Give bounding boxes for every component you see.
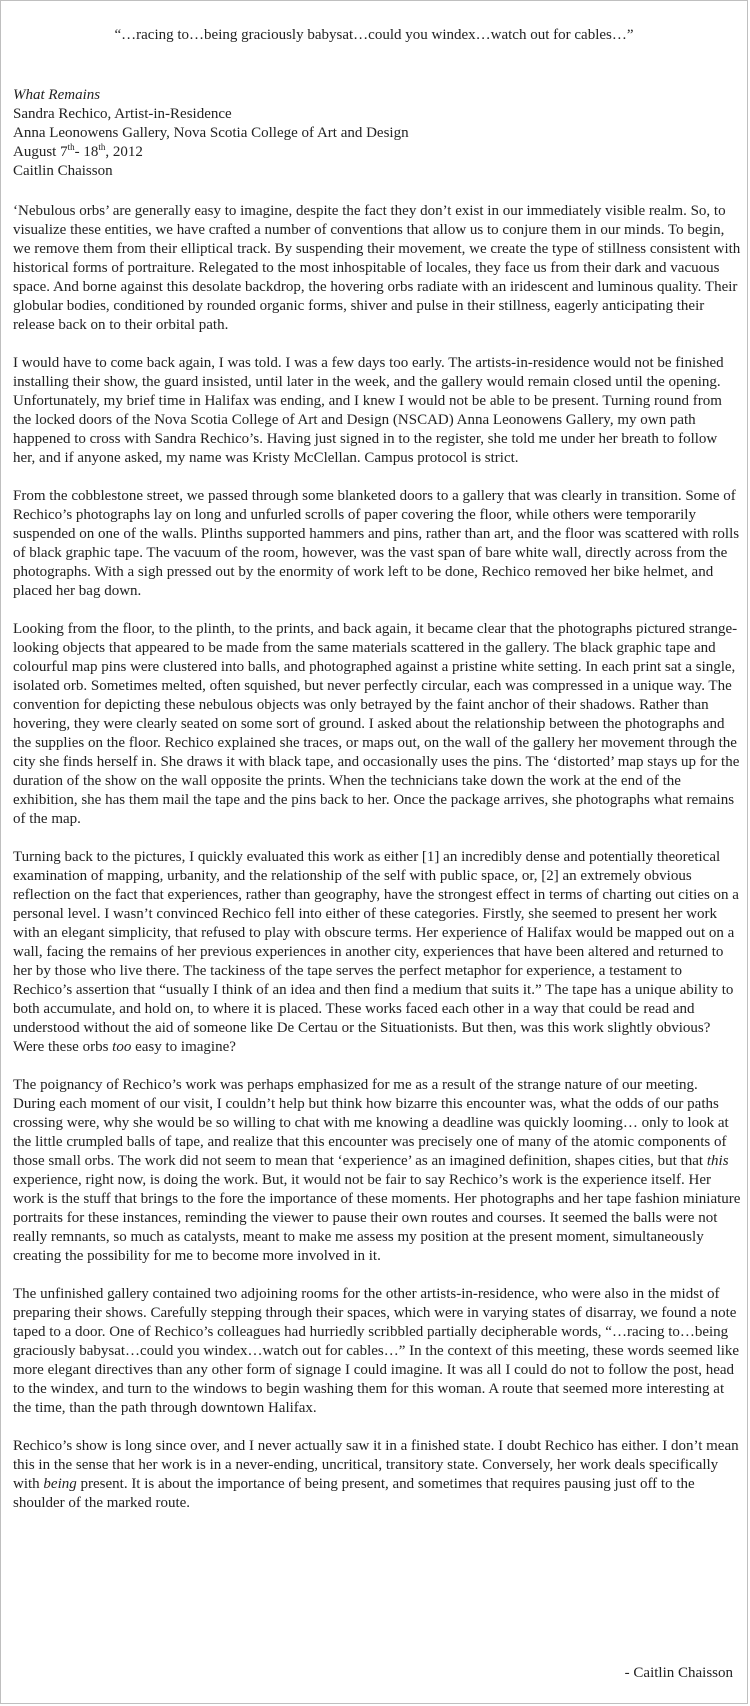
- paragraph-7: The unfinished gallery contained two adjoining rooms for the other artists-in-residence, who were also in the midst of preparing their shows. Carefully stepping through their spaces, which were in varying states of disarray, we found a note taped to a door. One of Rechico’s colleagues had hurriedly scribbled partially decipherable words, “…racing to…being graciously babysat…could you windex…watch out for cables…” In the context of this meeting, these words seemed like more elegant directives than any other form of signage I could imagine. It was all I could do not to follow the post, head to the windex, and turn to the windows to begin washing them for this woman. A route that seemed more interesting at the time, than the path through downtown Halifax.: [13, 1286, 740, 1416]
- venue-line: Anna Leonowens Gallery, Nova Scotia College of Art and Design: [13, 125, 409, 141]
- date-start: August 7: [13, 144, 68, 160]
- date-line: [13, 143, 737, 162]
- paragraph-1: ‘Nebulous orbs’ are generally easy to imagine, despite the fact they don’t exist in our immediately visible realm. So, to visualize these entities, we have crafted a number of conventions that allow us to conjure them in our minds. To begin, we remove them from their elliptical track. By suspending their movement, we create the type of stillness consistent with historical forms of portraiture. Relegated to the most inhospitable of locales, they face us from their dark and vacuous space. And borne against this desolate backdrop, the hovering orbs radiate with an iridescent and luminous quality. Their globular bodies, conditioned by rounded organic forms, shiver and pulse in their stillness, eagerly anticipating their release back on to their orbital path.: [13, 203, 741, 333]
- paragraph-8-text: Rechico’s show is long since over, and I never actually saw it in a finished state. I doubt Rechico has either. I don’t mean this in the sense that her work is in a never-ending, uncritical, transitory state. Conversely, her work deals specifically with: [13, 1438, 739, 1492]
- epigraph-quote: “…racing to…being graciously babysat…could you windex…watch out for cables…”: [114, 27, 634, 43]
- paragraph-3: From the cobblestone street, we passed through some blanketed doors to a gallery that was clearly in transition. Some of Rechico’s photographs lay on long and unfurled scrolls of paper covering the floor, while others were temporarily suspended on one of the walls. Plinths supported hammers and pins, rather than art, and the floor was scattered with rolls of black graphic tape. The vacuum of the room, however, was the vast span of bare white wall, directly across from the photographs. With a sigh pressed out by the enormity of work left to be done, Rechico removed her bike helmet, and placed her bag down.: [13, 488, 740, 599]
- date-dash: - 18: [74, 144, 99, 160]
- paragraph-5-text: Turning back to the pictures, I quickly evaluated this work as either [1] an incredibly dense and potentially theoretical examination of mapping, urbanity, and the relationship of the self with public space, or, [2] an extremely obvious reflection on the fact that experiences, rather than geography, have the strongest effect in terms of charting out cities on a personal level. I wasn’t convinced Rechico fell into either of these categories. Firstly, she seemed to present her work with an elegant simplicity, that refused to play with obscure terms. Her experience of Halifax would be mapped out on a wall, facing the remains of her previous experiences in another city, experiences that have been altered and returned to her by those who live there. The tackiness of the tape serves the perfect metaphor for experience, a testament to Rechico’s assertion that “usually I think of an idea and then find a medium that suits it.” The tape has a unique ability to both accumulate, and hold on, to where it is placed. These works faced each other in a way that could be read and understood without the aid of someone like De Certau or the Situationists. But then, was this work slightly obvious? Were these orbs: [13, 849, 739, 1055]
- paragraph-4: Looking from the floor, to the plinth, to the prints, and back again, it became clear that the photographs pictured strange-looking objects that appeared to be made from the same materials scattered in the gallery. The black graphic tape and colourful map pins were clustered into balls, and photographed against a pristine white setting. In each print sat a single, isolated orb. Sometimes melted, often squished, but never perfectly circular, each was compressed in a unique way. The convention for depicting these nebulous objects was only betrayed by the faint anchor of their shadows. Rather than hovering, they were clearly seated on some sort of ground. I asked about the relationship between the photographs and the supplies on the floor. Rechico explained she traces, or maps out, on the wall of the gallery her movement through the city she finds herself in. She draws it with black tape, and occasionally uses the pins. The ‘distorted’ map stays up for the duration of the show on the wall opposite the prints. When the technicians take down the work at the end of the exhibition, she has them mail the tape and the pins back to her. Once the package arrives, she photographs what remains of the map.: [13, 621, 740, 827]
- date-start-suffix: th: [67, 142, 75, 152]
- paragraph-8: [13, 1437, 741, 1513]
- article-body: [13, 202, 741, 1532]
- paragraph-6-emphasis: this: [706, 1153, 729, 1169]
- paragraph-8-emphasis: being: [43, 1476, 77, 1492]
- paragraph-5-tail: easy to imagine?: [131, 1039, 236, 1055]
- paragraph-5: [13, 848, 741, 1057]
- paragraph-6-text: The poignancy of Rechico’s work was perhaps emphasized for me as a result of the strange nature of our meeting. During each moment of our visit, I couldn’t help but think how bizarre this encounter was, what the odds of our paths crossing were, why she would be so willing to chat with me knowing a deadline was quickly looming… only to look at the little crumpled balls of tape, and realize that this encounter was precisely one of many of the atomic components of those small orbs. The work did not seem to mean that ‘experience’ as an imagined definition, shapes cities, but that: [13, 1077, 729, 1169]
- article-header: [13, 86, 737, 181]
- paragraph-6: [13, 1076, 741, 1266]
- article-title: What Remains: [13, 87, 101, 103]
- author-line: Caitlin Chaisson: [13, 163, 113, 179]
- paragraph-2: I would have to come back again, I was told. I was a few days too early. The artists-in-residence would not be finished installing their show, the guard insisted, until later in the week, and the gallery would remain closed until the opening. Unfortunately, my brief time in Halifax was ending, and I knew I would not be able to be present. Turning round from the locked doors of the Nova Scotia College of Art and Design (NSCAD) Anna Leonowens Gallery, my own path happened to cross with Sandra Rechico’s. Having just signed in to the register, she told me under her breath to follow her, and if anyone asked, my name was Kristy McClellan. Campus protocol is strict.: [13, 355, 724, 466]
- date-year: , 2012: [105, 144, 143, 160]
- signature: - Caitlin Chaisson: [624, 1665, 733, 1681]
- paragraph-8-tail: present. It is about the importance of being present, and sometimes that requires pausing just off to the shoulder of the marked route.: [13, 1476, 695, 1511]
- paragraph-6-tail: experience, right now, is doing the work. But, it would not be fair to say Rechico’s work is the experience itself. Her work is the stuff that brings to the fore the importance of these moments. Her photographs and her tape fashion miniature portraits for these instances, reminding the viewer to pause their own routes and courses. It seemed the balls were not really remnants, so much as catalysts, meant to make me assess my position at the present moment, simultaneously creating the possibility for me to become more involved in it.: [13, 1172, 741, 1264]
- paragraph-5-emphasis: too: [112, 1039, 132, 1055]
- date-end-suffix: th: [98, 142, 106, 152]
- artist-line: Sandra Rechico, Artist-in-Residence: [13, 106, 232, 122]
